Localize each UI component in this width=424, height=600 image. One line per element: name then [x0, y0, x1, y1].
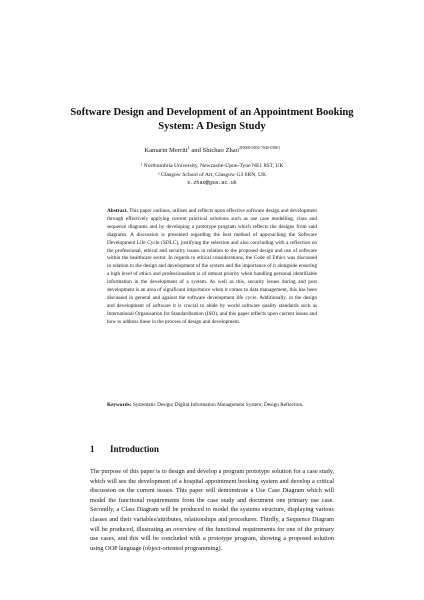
- keywords-label: Keywords:: [107, 402, 132, 408]
- section-body: The purpose of this paper is to design and develop a program prototype solution for a case study, which will see the development of a hospital appointment booking system and develop a critical discussion on the current issues. This paper will demonstrate a Use Case Diagram which will model the functional requirements from the case study and document one primary use case. Secondly, a Class Diagram will be produced to model the systems structure, displaying various classes and their variables/attributes, relationships and procedures. Thirdly, a Sequence Diagram will be produced, illustrating an overview of the functional requirements for one of the primary use cases, and this will be concluded with a prototype program, showing a proposed solution using OOP language (object-oriented programming).: [90, 468, 334, 552]
- affiliation-2: ² Glasgow School of Art, Glasgow G3 6RN, UK: [157, 171, 267, 178]
- author-2: Shichao Zhao: [202, 147, 239, 154]
- abstract: [107, 208, 317, 327]
- email-address[interactable]: s.zhao@gsa.ac.uk: [187, 180, 237, 186]
- section-heading: [90, 443, 159, 455]
- author-1-mark: 1: [187, 144, 190, 150]
- section-number: 1: [90, 444, 95, 454]
- author-joiner: and: [189, 147, 203, 154]
- affiliations: [60, 162, 364, 188]
- author-1: Kamarin Merritt: [144, 147, 188, 154]
- author-line: [60, 146, 364, 155]
- abstract-text: This paper outlines, utilises and reflects upon effective software design and development through effectively applying current practical solutions such as use case modelling, class and sequence diagrams and by developing a prototype program which reflects the designs from said diagrams. A discussion is presented regarding the best method of approaching the Software Development Life Cycle (SDLC), justifying the selection and also concluding with a reflection on the professional, ethical and security issues in relation to the proposed design and use of software within the healthcare sector. In regards to ethical considerations, the Code of Ethics was discussed in relation to the design and development of the system and the importance of it alongside ensuring a high level of ethics and professionalism is of utmost priority when handling personal identifiable information in the development of a system. As well as this, security issues during and post development is an area of significant importance when it comes to data management, this has been discussed in general and against the software development life cycle. Additionally, in the design and development of software it is crucial to abide by world software quality standards such as International Organisation for Standardisation (ISO), and this paper reflects upon current issues and how to address these in the process of design and development.: [107, 208, 317, 325]
- keywords-text: Systematic Design; Digital Information Management System; Design Reflection.: [131, 402, 304, 408]
- keywords: [107, 402, 317, 410]
- author-2-mark: 2[0000-0002-7040-0380]: [239, 144, 280, 150]
- section-title: Introduction: [110, 444, 159, 454]
- paper-title: Software Design and Development of an Appointment Booking System: A Design Study: [70, 107, 354, 132]
- affiliation-1: ¹ Northumbria University, Newcastle-Upon-Tyne NE1 8ST, UK: [140, 163, 284, 169]
- abstract-label: Abstract.: [107, 208, 128, 214]
